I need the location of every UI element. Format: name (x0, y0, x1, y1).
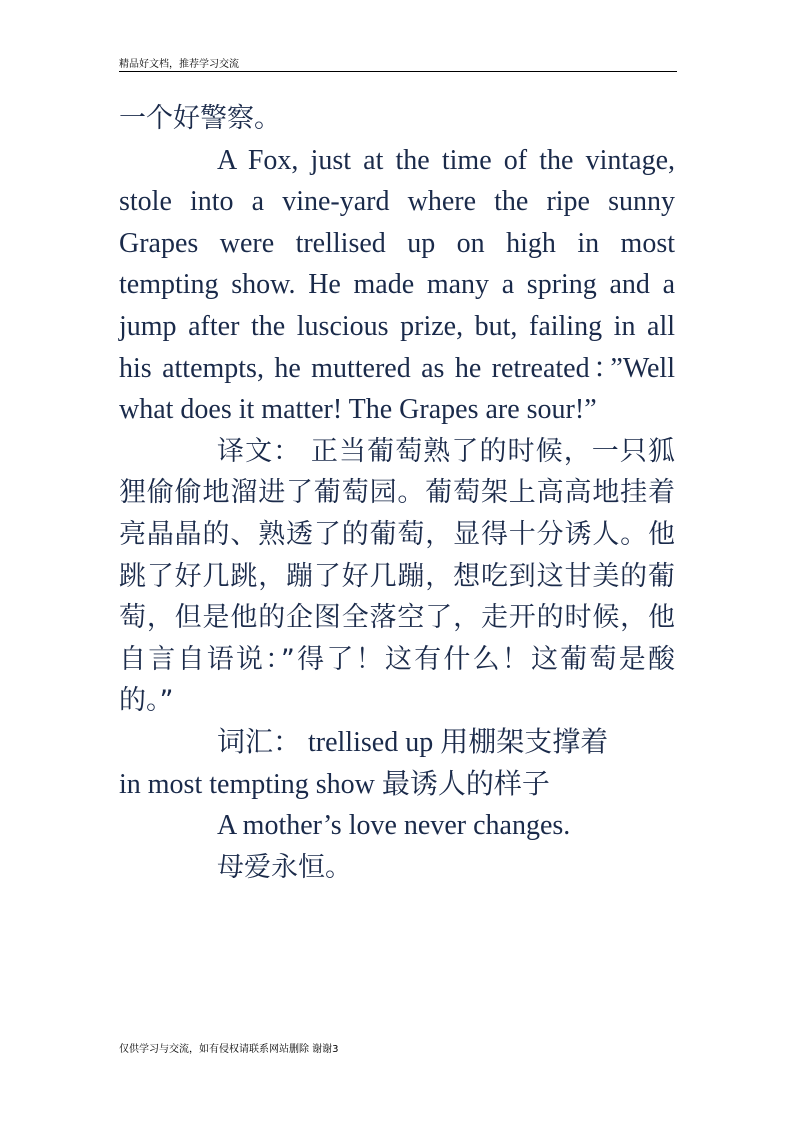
proverb-chinese: 母爱永恒。 (217, 851, 352, 883)
proverb-english: A mother’s love never changes. (217, 810, 571, 842)
page-footer: 仅供学习与交流，如有侵权请联系网站删除 谢谢3 (119, 1044, 339, 1055)
fable-translation-paragraph: 译文： 正当葡萄熟了的时候，一只狐狸偷偷地溜进了葡萄园。葡萄架上高高地挂着亮晶晶的、熟透了的葡萄，显得十分诱人。他跳了好几跳，蹦了好几蹦，想吃到这甘美的葡萄，但是他的企图全落空了，走开的时候，他自言自语说：”得了！这有什么！这葡萄是酸的。” (119, 435, 675, 717)
document-body (119, 98, 675, 888)
vocabulary-line-2: in most tempting show 最诱人的样子 (119, 768, 550, 800)
vocabulary-line-1: 词汇： trellised up 用棚架支撑着 (217, 726, 609, 758)
closing-line-previous-section: 一个好警察。 (119, 103, 281, 134)
header-divider (119, 71, 677, 72)
fable-english-paragraph: A Fox, just at the time of the vintage, stole into a vine-yard where the ripe sunny Grapes were trellised up on high in most tempting show. He made many a spring and a jump after the luscious prize, but, failing in all his attempts, he muttered as he retreated：”Well what does it matter! The Grapes are sour!” (119, 144, 675, 426)
page-header: 精品好文档，推荐学习交流 (119, 59, 239, 70)
